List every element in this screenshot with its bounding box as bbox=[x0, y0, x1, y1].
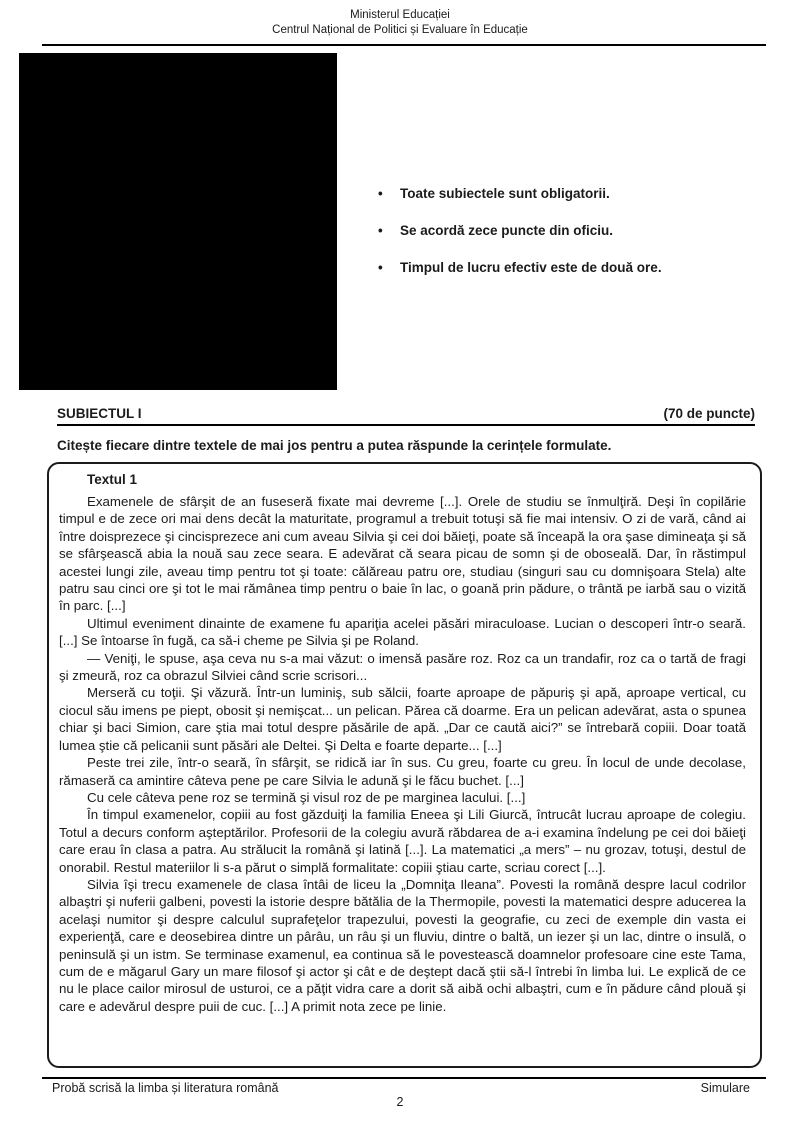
paragraph: Examenele de sfârşit de an fuseseră fixate mai devreme [...]. Orele de studiu se înmulţiră. Deşi în copilărie timpul e de zece ori mai dens decât la maturitate, programul a trebuit totuşi să fie mai intensiv. O zi de vară, când ai între doisprezece şi cincisprezece ani cum aveau Silvia şi cei doi băieţi, poate să înceapă la ora şase dimineaţa şi să se sfârşească abia la nouă sau zece seara. E adevărat că seara picau de somn şi de oboseală. Dar, în răstimpul acestei lungi zile, aveau timp pentru tot şi toate: călăreau patru ore, studiau (singuri sau cu domnişoara Stela) alte patru sau cinci ore şi tot le mai rămânea timp pentru o baie în lac, o goană prin pădure, o trântă pe iarbă sau o vizită în parc. [...] bbox=[59, 494, 746, 614]
exam-notice-list bbox=[378, 186, 783, 297]
bullet-icon: • bbox=[378, 223, 383, 238]
subject-instruction: Citește fiecare dintre textele de mai jos pentru a putea răspunde la cerințele formulate. bbox=[57, 438, 612, 453]
list-item bbox=[378, 260, 783, 276]
page-header bbox=[0, 8, 800, 38]
page-number: 2 bbox=[396, 1095, 404, 1109]
header-divider bbox=[42, 44, 766, 46]
list-item bbox=[378, 223, 783, 239]
footer-divider bbox=[42, 1077, 766, 1079]
page-footer bbox=[52, 1081, 750, 1095]
header-line-ministry: Ministerul Educației bbox=[350, 9, 450, 21]
bullet-icon: • bbox=[378, 260, 383, 275]
text-title: Textul 1 bbox=[87, 472, 138, 487]
subject-points: (70 de puncte) bbox=[663, 406, 755, 421]
notice-text: Toate subiectele sunt obligatorii. bbox=[400, 186, 610, 201]
subject-heading-row bbox=[57, 406, 755, 426]
paragraph: — Veniţi, le spuse, aşa ceva nu s-a mai văzut: o imensă pasăre roz. Roz ca un trandafir, roz ca o tartă de fragi şi zmeură, roz ca obrazul Silviei când scrie scrisori... bbox=[59, 650, 746, 684]
notice-text: Se acordă zece puncte din oficiu. bbox=[400, 223, 614, 238]
subject-title: SUBIECTUL I bbox=[57, 406, 142, 421]
paragraph: Ultimul eveniment dinainte de examene fu apariţia acelei păsări miraculoase. Lucian o descoperi într-o seară. [...] Se întoarse în fugă, ca să-i cheme pe Silvia şi pe Roland. bbox=[59, 615, 746, 649]
list-item bbox=[378, 186, 783, 202]
footer-left-text: Probă scrisă la limba și literatura română bbox=[52, 1081, 279, 1095]
paragraph: În timpul examenelor, copiii au fost găzduiţi la familia Eneea şi Lili Giurcă, întrucât lucrau aproape de colegiu. Totul a decurs conform aşteptărilor. Profesorii de la colegiu avură răbdarea de a-i examina îndelung pe cei doi băieţi care erau în clasa a patra. Au strălucit la română şi latină [...]. La matematici „a mers” – nu grozav, totuşi, destul de onorabil. Restul materiilor li s-a părut o simplă formalitate: copiii ştiau carte, scriau corect [...]. bbox=[59, 807, 746, 875]
paragraph: Cu cele câteva pene roz se termină şi visul roz de pe marginea lacului. [...] bbox=[87, 789, 526, 805]
paragraph: Peste trei zile, într-o seară, în sfârşit, se ridică iar în sus. Cu greu, foarte cu greu. În locul de unde decolase, rămaseră ca amintire câteva pene pe care Silvia le adună şi le făcu buchet. [...] bbox=[59, 755, 746, 788]
notice-text: Timpul de lucru efectiv este de două ore. bbox=[400, 260, 662, 275]
footer-right-text: Simulare bbox=[700, 1081, 750, 1095]
redacted-block bbox=[19, 53, 337, 390]
bullet-icon: • bbox=[378, 186, 383, 201]
paragraph: Silvia îşi trecu examenele de clasa întâi de liceu la „Domniţa Ileana”. Povesti la română despre lacul codrilor albaştri şi nuferii galbeni, povesti la istorie despre bătălia de la Thermopile, povesti la matematici despre aducerea la acelaşi numitor şi despre calculul suprafeţelor trapezului, povesti la geografie, cu zeci de exemple din vasta ei experienţă, care e deosebirea dintre un pârâu, un râu şi un fluviu, dintre o baltă, un iezer şi un lac, dintre o insulă, o peninsulă şi un istm. Se terminase examenul, ea continua să le povestească doamnelor profesoare cine este Tama, cum de e măgarul Gary un mare filosof şi actor şi cât e de deştept dacă ştii să-l întrebi în limba lui. Le explică de ce nu le place cailor mirosul de usturoi, ce a păţit vidra care a dorit să aibă ochi albaştri, cum e în pădure când plouă şi care e adevărul despre puii de cuc. [...] A primit nota zece pe linie. bbox=[59, 876, 746, 1014]
text-excerpt-box bbox=[47, 462, 762, 1068]
header-line-center: Centrul Național de Politici și Evaluare în Educație bbox=[272, 24, 528, 36]
paragraph: Merseră cu toţii. Şi văzură. Într-un luminiş, sub sălcii, foarte aproape de păpuriş şi apă, aproape vertical, cu ciocul său imens pe piept, obosit şi nemişcat... un pelican. Părea că doarme. Era un pelican adevărat, asta o spunea chiar şi baci Simion, care ştia mai totul despre păsările de apă. „Dar ce caută aici?” se întrebară copiii. Doar toată lumea ştie că pelicanii sunt păsări ale Deltei. Şi Delta e foarte departe... [...] bbox=[59, 685, 746, 753]
